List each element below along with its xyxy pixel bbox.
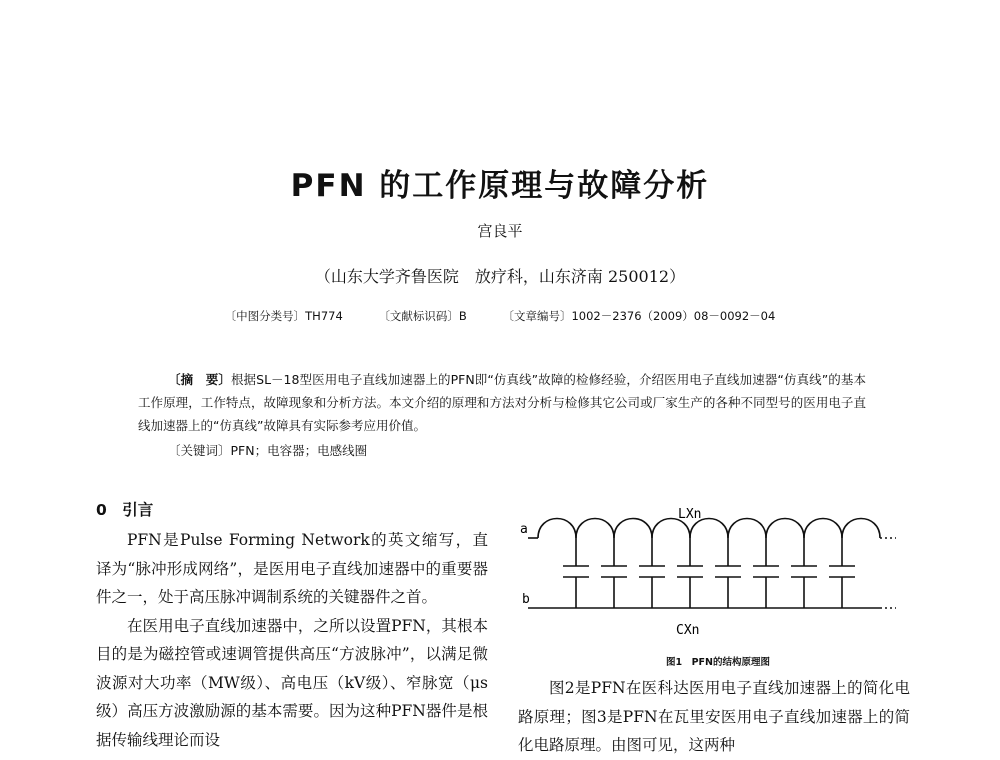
keywords-label: 〔关键词〕 [168, 443, 231, 458]
inductor-coil [538, 519, 576, 539]
intro-paragraph-2: 在医用电子直线加速器中，之所以设置PFN，其根本目的是为磁控管或速调管提供高压“方波脉冲”，以满足微波源对大功率（MW级）、高电压（kV级）、窄脉宽（μs级）高压方波激励源的基本需要。因为这种PFN器件是根据传输线理论而设 [96, 616, 488, 749]
classification-line [0, 308, 1000, 324]
keywords-text: PFN；电容器；电感线圈 [230, 443, 368, 458]
pfn-schematic-svg [518, 502, 918, 652]
node-a-label: a [520, 522, 528, 537]
intro-paragraph-1: PFN是Pulse Forming Network的英文缩写，直译为“脉冲形成网络”，是医用电子直线加速器中的重要器件之一，处于高压脉冲调制系统的关键器件之首。 [96, 531, 488, 606]
inductor-coil [728, 519, 766, 539]
abstract-text: 根据SL－18型医用电子直线加速器上的PFN即“仿真线”故障的检修经验，介绍医用电子直线加速器“仿真线”的基本工作原理，工作特点，故障现象和分析方法。本文介绍的原理和方法对分析与检修其它公司或厂家生产的各种不同型号的医用电子直线加速器上的“仿真线”故障具有实际参考应用价值。 [138, 372, 866, 433]
label-cxn: CXn [676, 623, 700, 638]
figure-caption: 图1 PFN的结构原理图 [665, 657, 770, 668]
inductor-coil [766, 519, 804, 539]
right-paragraph: 图2是PFN在医科达医用电子直线加速器上的简化电路原理；图3是PFN在瓦里安医用电子直线加速器上的简化电路原理。由图可见，这两种 [518, 679, 910, 754]
affiliation: （山东大学齐鲁医院 放疗科，山东济南 250012） [314, 267, 686, 286]
right-column [518, 674, 910, 760]
abstract [138, 368, 866, 437]
keywords [168, 441, 367, 459]
clc-number: 〔中图分类号〕TH774 [224, 309, 343, 323]
inductor-coil [614, 519, 652, 539]
node-b-label: b [522, 592, 530, 607]
label-lxn: LXn [678, 507, 702, 522]
document-code: 〔文献标识码〕B [378, 309, 467, 323]
abstract-label: 〔摘 要〕 [168, 372, 231, 387]
paper-title: PFN 的工作原理与故障分析 [290, 168, 710, 204]
left-column [96, 526, 488, 754]
inductor-coil [804, 519, 842, 539]
pfn-circuit [528, 519, 896, 609]
inductor-coil [576, 519, 614, 539]
inductor-coil [842, 519, 880, 539]
article-number: 〔文章编号〕1002－2376（2009）08－0092－04 [502, 309, 776, 323]
figure-pfn-schematic [518, 502, 918, 652]
section-heading: 0 引言 [96, 501, 154, 519]
author-name: 宫良平 [477, 222, 523, 240]
